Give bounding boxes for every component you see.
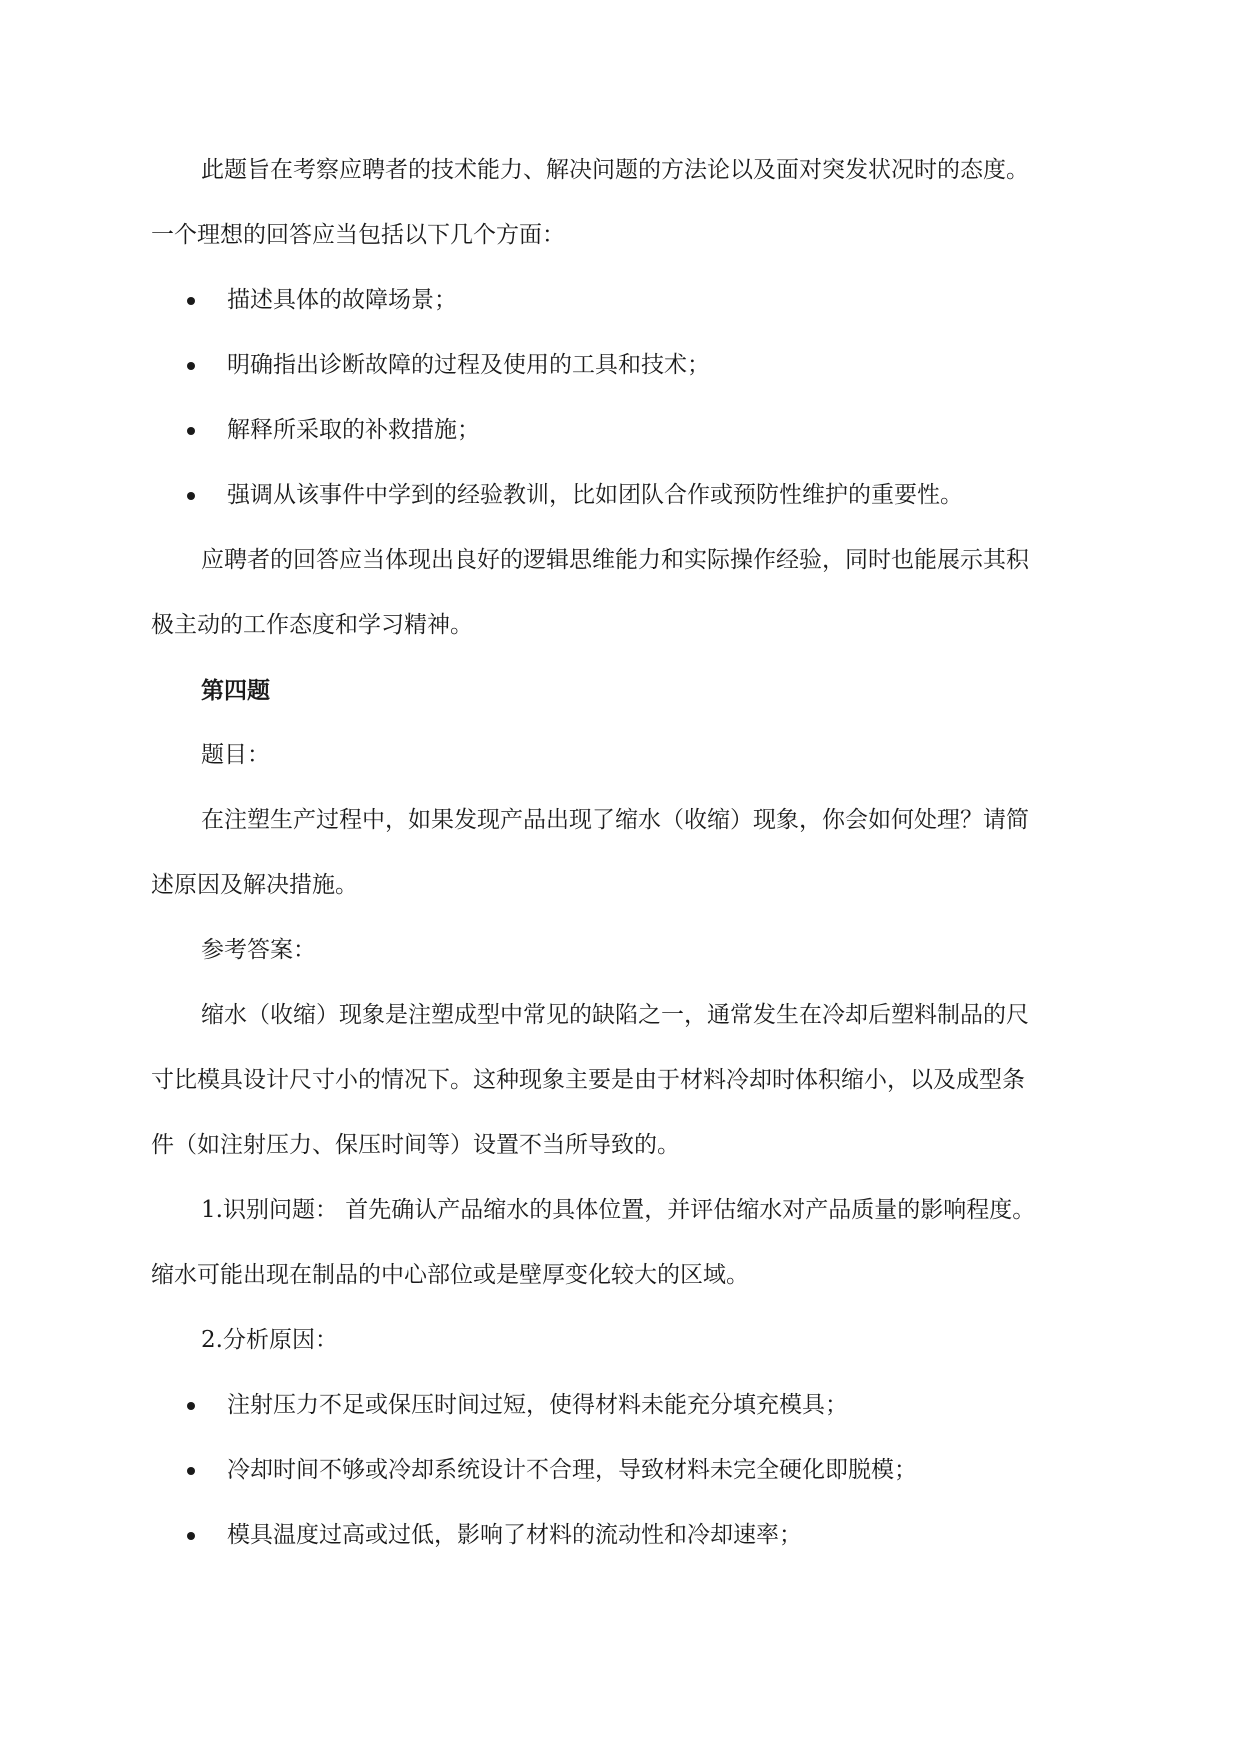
- answer-intro-line-3: 件（如注射压力、保压时间等）设置不当所导致的。: [151, 1132, 680, 1158]
- bullet-item: [151, 268, 1099, 333]
- bullet-dot-icon: [187, 1532, 195, 1540]
- bullet-item: [151, 463, 1099, 528]
- bullet-item: [151, 1503, 1099, 1568]
- bullet-item: [151, 1373, 1099, 1438]
- paragraph-1-line-2: 一个理想的回答应当包括以下几个方面：: [151, 222, 565, 248]
- bullet-item: [151, 398, 1099, 463]
- question-line-1: 在注塑生产过程中，如果发现产品出现了缩水（收缩）现象，你会如何处理？请简: [201, 807, 1029, 833]
- paragraph-1-line-1: 此题旨在考察应聘者的技术能力、解决问题的方法论以及面对突发状况时的态度。: [201, 157, 1029, 183]
- bullet-dot-icon: [187, 1467, 195, 1475]
- bullet-dot-icon: [187, 1402, 195, 1410]
- bullet-dot-icon: [187, 427, 195, 435]
- bullet-item: [151, 333, 1099, 398]
- bullet-text: 模具温度过高或过低，影响了材料的流动性和冷却速率；: [227, 1522, 802, 1548]
- step-1-line-1: 1.识别问题： 首先确认产品缩水的具体位置，并评估缩水对产品质量的影响程度。: [201, 1197, 1036, 1223]
- bullet-text: 冷却时间不够或冷却系统设计不合理，导致材料未完全硬化即脱模；: [227, 1457, 917, 1483]
- step-2-label: 2.分析原因：: [201, 1327, 338, 1353]
- bullet-text: 强调从该事件中学到的经验教训，比如团队合作或预防性维护的重要性。: [227, 482, 963, 508]
- bullet-text: 注射压力不足或保压时间过短，使得材料未能充分填充模具；: [227, 1392, 848, 1418]
- answer-label: 参考答案：: [201, 937, 316, 963]
- bullet-dot-icon: [187, 297, 195, 305]
- section-heading: 第四题: [201, 677, 270, 704]
- bullet-text: 明确指出诊断故障的过程及使用的工具和技术；: [227, 352, 710, 378]
- paragraph-2-line-1: 应聘者的回答应当体现出良好的逻辑思维能力和实际操作经验，同时也能展示其积: [201, 547, 1029, 573]
- answer-intro-line-2: 寸比模具设计尺寸小的情况下。这种现象主要是由于材料冷却时体积缩小，以及成型条: [151, 1067, 1025, 1093]
- bullet-dot-icon: [187, 362, 195, 370]
- bullet-dot-icon: [187, 492, 195, 500]
- bullet-text: 解释所采取的补救措施；: [227, 417, 480, 443]
- step-1-line-2: 缩水可能出现在制品的中心部位或是壁厚变化较大的区域。: [151, 1262, 749, 1288]
- answer-intro-line-1: 缩水（收缩）现象是注塑成型中常见的缺陷之一，通常发生在冷却后塑料制品的尺: [201, 1002, 1029, 1028]
- bullet-text: 描述具体的故障场景；: [227, 287, 457, 313]
- document-body: [151, 138, 1099, 1568]
- paragraph-2-line-2: 极主动的工作态度和学习精神。: [151, 612, 473, 638]
- question-line-2: 述原因及解决措施。: [151, 872, 358, 898]
- bullet-item: [151, 1438, 1099, 1503]
- question-label: 题目：: [201, 742, 270, 768]
